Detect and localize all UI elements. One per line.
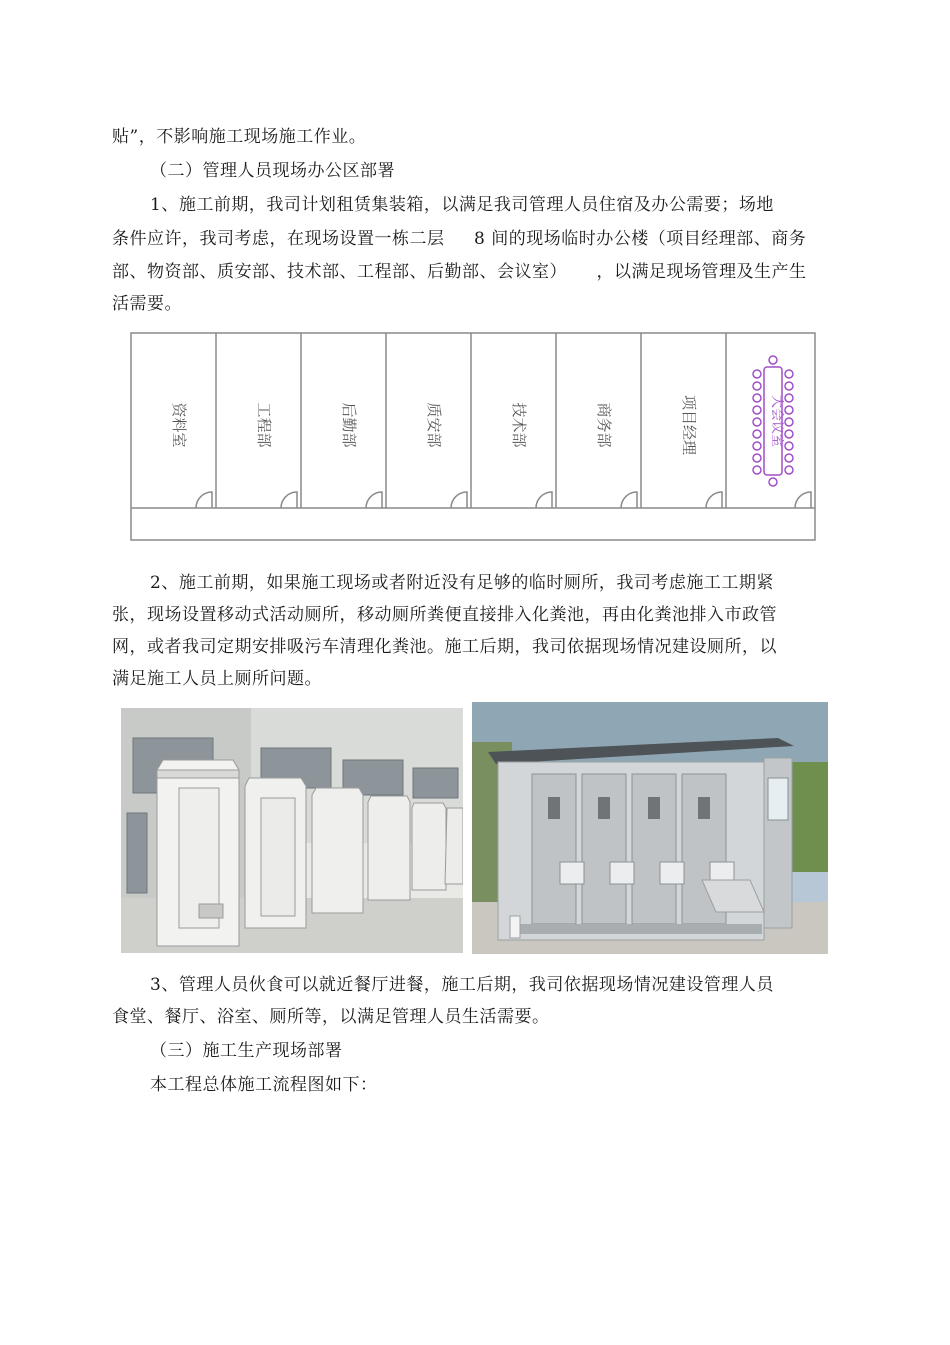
chair-icon [753, 466, 761, 474]
room-label-7: 项目经理 [680, 394, 698, 456]
room-label-1: 资料室 [170, 402, 188, 448]
room-label-4: 质安部 [425, 402, 443, 448]
chair-icon [785, 466, 793, 474]
text-line-9: 网，或者我司定期安排吸污车清理化粪池。施工后期，我司依据现场情况建设厕所，以 [112, 637, 777, 657]
door-arc-5 [536, 492, 552, 508]
text-line-12: 食堂、餐厅、浴室、厕所等，以满足管理人员生活需要。 [112, 1007, 550, 1027]
door-arc-7 [706, 492, 722, 508]
chair-icon [753, 394, 761, 402]
door-arc-8 [795, 492, 811, 508]
text-line-14: 本工程总体施工流程图如下： [150, 1075, 378, 1095]
photo-toilet-block [472, 702, 828, 954]
text-line-7: 2、施工前期，如果施工现场或者附近没有足够的临时厕所，我司考虑施工工期紧 [150, 573, 774, 593]
text-line-3: 1、施工前期，我司计划租赁集装箱，以满足我司管理人员住宿及办公需要；场地 [150, 195, 774, 215]
section-heading-office: （二）管理人员现场办公区部署 [150, 161, 395, 181]
chair-icon [785, 442, 793, 450]
door-arc-2 [281, 492, 297, 508]
chair-icon [753, 430, 761, 438]
chair-icon [753, 442, 761, 450]
chair-icon [769, 356, 777, 364]
chair-icon [753, 418, 761, 426]
chair-icon [753, 370, 761, 378]
floor-plan-outer-wall [131, 333, 815, 540]
room-label-8: 大会议室 [769, 394, 784, 448]
section-heading-production: （三）施工生产现场部署 [150, 1041, 343, 1061]
photo-mobile-toilets [121, 708, 463, 953]
text-line-4: 条件应许，我司考虑，在现场设置一栋二层 8 间的现场临时办公楼（项目经理部、商务 [112, 229, 807, 249]
chair-icon [785, 454, 793, 462]
chair-icon [785, 370, 793, 378]
chair-icon [769, 478, 777, 486]
chair-icon [785, 406, 793, 414]
text-line-6: 活需要。 [112, 294, 182, 314]
chair-icon [753, 406, 761, 414]
chair-icon [785, 418, 793, 426]
text-line-8: 张，现场设置移动式活动厕所，移动厕所粪便直接排入化粪池，再由化粪池排入市政管 [112, 605, 777, 625]
chair-icon [753, 382, 761, 390]
chair-icon [785, 430, 793, 438]
room-label-6: 商务部 [595, 402, 613, 448]
door-arc-1 [196, 492, 212, 508]
chair-icon [785, 394, 793, 402]
text-line-10: 满足施工人员上厕所问题。 [112, 669, 322, 689]
text-line-1: 贴”，不影响施工现场施工作业。 [112, 127, 367, 147]
door-arc-3 [366, 492, 382, 508]
chair-icon [753, 454, 761, 462]
text-line-5: 部、物资部、质安部、技术部、工程部、后勤部、会议室） ，以满足现场管理及生产生 [112, 262, 807, 282]
door-arc-6 [621, 492, 637, 508]
room-label-2: 工程部 [255, 402, 273, 448]
room-label-5: 技术部 [510, 402, 528, 448]
chair-icon [785, 382, 793, 390]
text-line-11: 3、管理人员伙食可以就近餐厅进餐，施工后期，我司依据现场情况建设管理人员 [150, 975, 774, 995]
door-arc-4 [451, 492, 467, 508]
room-label-3: 后勤部 [340, 402, 358, 448]
office-floor-plan [130, 330, 820, 544]
